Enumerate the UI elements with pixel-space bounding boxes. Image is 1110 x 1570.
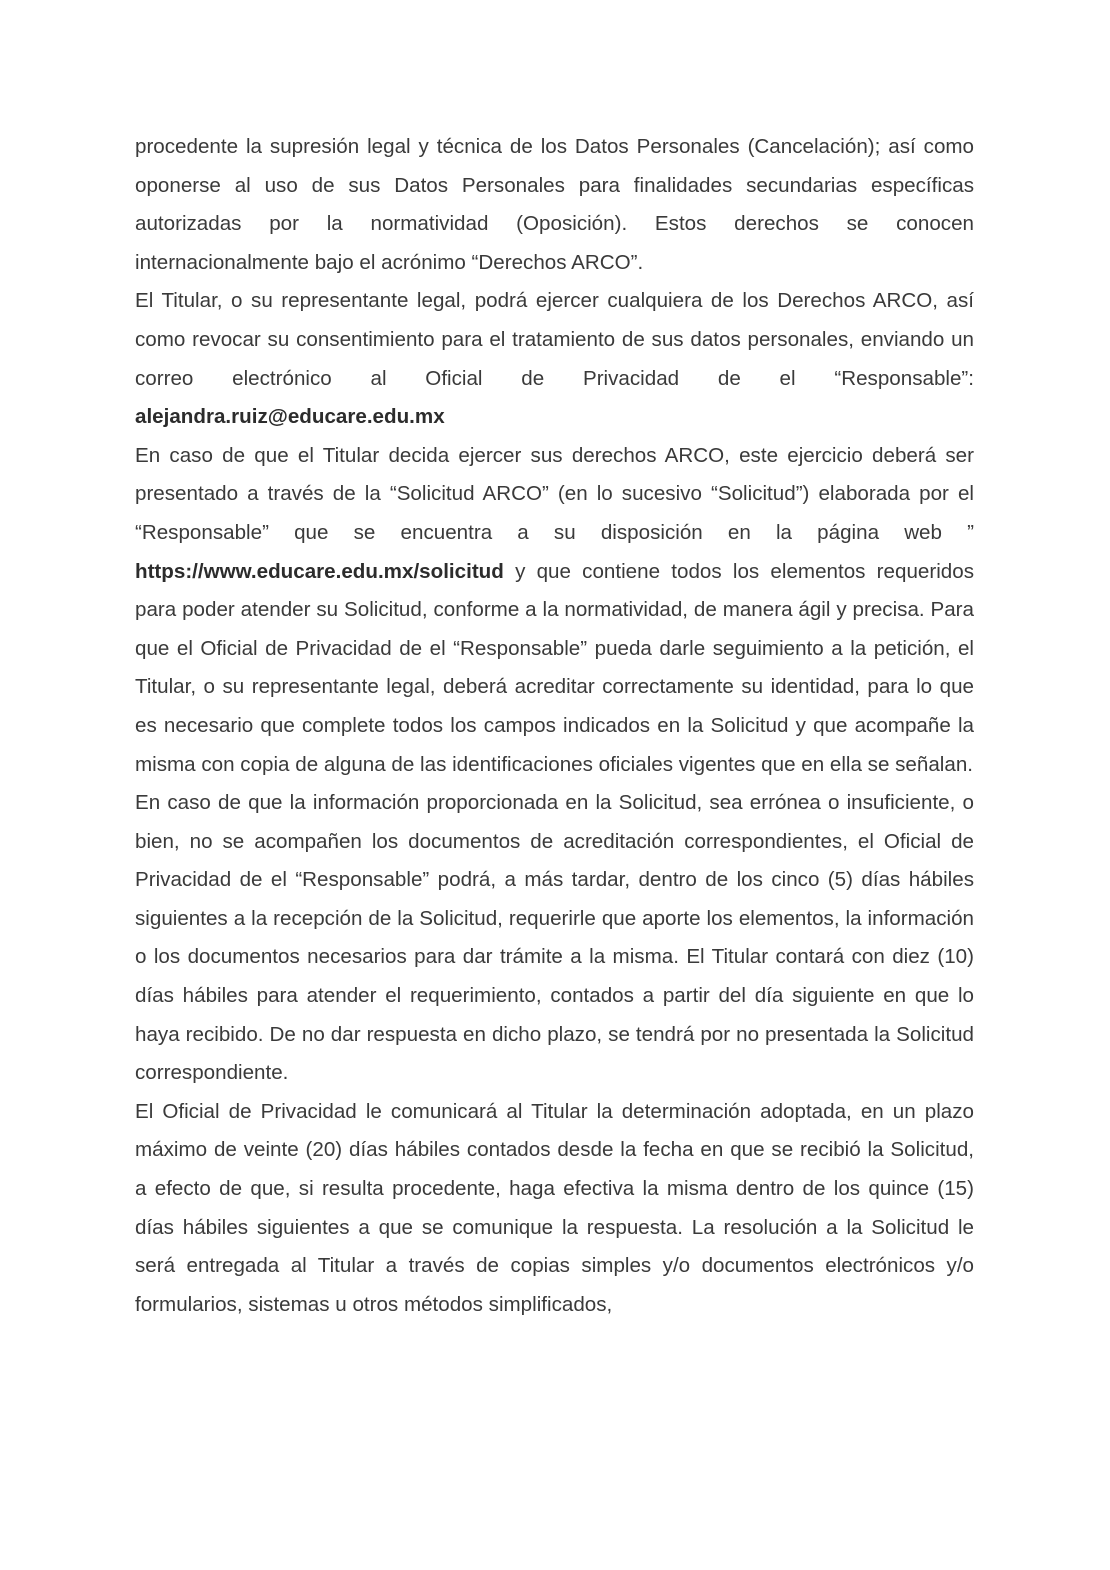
paragraph-exercise-rights-text: El Titular, o su representante legal, podrá ejercer cualquiera de los Derechos ARCO, así como revocar su consentimiento para el tratamiento de sus datos personales, enviando un correo electrónico al Oficial de Privacidad de el “Responsable”:: [135, 289, 974, 390]
paragraph-resolution: El Oficial de Privacidad le comunicará al Titular la determinación adoptada, en un plazo máximo de veinte (20) días hábiles contados desde la fecha en que se recibió la Solicitud, a efecto de que, si resulta procedente, haga efectiva la misma dentro de los quince (15) días hábiles siguientes a que se comunique la respuesta. La resolución a la Solicitud le será entregada al Titular a través de copias simples y/o documentos electrónicos y/o formularios, sistemas u otros métodos simplificados,: [135, 1099, 974, 1316]
request-form-url: https://www.educare.edu.mx/solicitud: [135, 559, 504, 583]
paragraph-exercise-rights: [135, 282, 974, 436]
paragraph-arco-request: [135, 437, 974, 784]
document-body: [135, 128, 974, 1324]
paragraph-insufficient-info: En caso de que la información proporcionada en la Solicitud, sea errónea o insuficiente, o bien, no se acompañen los documentos de acreditación correspondientes, el Oficial de Privacidad de el “Responsable” podrá, a más tardar, dentro de los cinco (5) días hábiles siguientes a la recepción de la Solicitud, requerirle que aporte los elementos, la información o los documentos necesarios para dar trámite a la misma. El Titular contará con diez (10) días hábiles para atender el requerimiento, contados a partir del día siguiente en que lo haya recibido. De no dar respuesta en dicho plazo, se tendrá por no presentada la Solicitud correspondiente.: [135, 791, 974, 1085]
paragraph-arco-rights: procedente la supresión legal y técnica de los Datos Personales (Cancelación); así como oponerse al uso de sus Datos Personales para finalidades secundarias específicas autorizadas por la normatividad (Oposición). Estos derechos se conocen internacionalmente bajo el acrónimo “Derechos ARCO”.: [135, 135, 974, 274]
paragraph-arco-request-text-after: y que contiene todos los elementos requeridos para poder atender su Solicitud, conforme a la normatividad, de manera ágil y precisa. Para que el Oficial de Privacidad de el “Responsable” pueda darle seguimiento a la petición, el Titular, o su representante legal, deberá acreditar correctamente su identidad, para lo que es necesario que complete todos los campos indicados en la Solicitud y que acompañe la misma con copia de alguna de las identificaciones oficiales vigentes que en ella se señalan.: [135, 559, 974, 776]
privacy-officer-email: alejandra.ruiz@educare.edu.mx: [135, 405, 445, 429]
paragraph-arco-request-text-before: En caso de que el Titular decida ejercer sus derechos ARCO, este ejercicio deberá ser presentado a través de la “Solicitud ARCO” (en lo sucesivo “Solicitud”) elaborada por el “Responsable” que se encuentra a su disposición en la página web ”: [135, 443, 974, 544]
